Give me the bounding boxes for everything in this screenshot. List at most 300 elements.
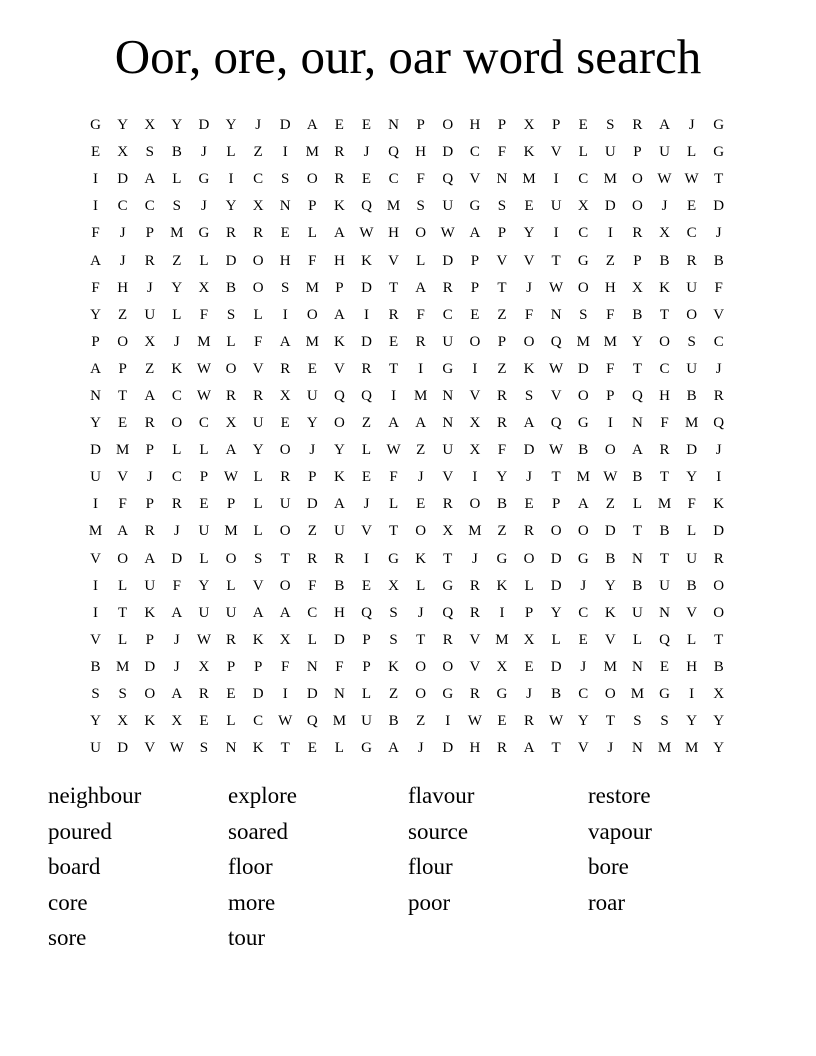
grid-letter: J: [201, 144, 207, 161]
grid-letter: E: [199, 496, 209, 513]
grid-letter: Y: [333, 442, 345, 459]
grid-letter: R: [226, 631, 237, 648]
grid-letter: U: [333, 523, 345, 540]
grid-letter: S: [118, 686, 127, 703]
grid-letter: Y: [225, 117, 237, 134]
grid-letter: T: [551, 740, 561, 757]
grid-letter: A: [388, 415, 399, 432]
grid-letter: R: [442, 631, 453, 648]
grid-letter: O: [577, 387, 589, 404]
grid-letter: S: [172, 198, 181, 215]
grid-letter: A: [144, 387, 156, 404]
grid-letter: G: [388, 550, 399, 567]
grid-letter: W: [196, 631, 211, 648]
grid-letter: Q: [550, 333, 562, 350]
grid-letter: T: [388, 279, 399, 296]
grid-letter: B: [632, 306, 643, 323]
grid-letter: Y: [604, 577, 616, 594]
grid-letter: Q: [361, 604, 372, 621]
grid-letter: I: [363, 306, 369, 323]
grid-letter: D: [604, 523, 616, 540]
grid-letter: J: [173, 658, 180, 675]
grid-letter: E: [388, 333, 399, 350]
grid-letter: U: [90, 469, 101, 486]
grid-letter: M: [684, 740, 699, 757]
grid-letter: U: [686, 550, 698, 567]
grid-letter: R: [307, 550, 318, 567]
grid-letter: V: [442, 469, 454, 486]
grid-letter: H: [469, 740, 481, 757]
grid-letter: G: [442, 686, 454, 703]
grid-letter: M: [305, 333, 319, 350]
grid-letter: A: [415, 279, 427, 296]
grid-letter: M: [224, 523, 238, 540]
grid-letter: V: [577, 740, 589, 757]
grid-letter: R: [226, 387, 237, 404]
grid-letter: A: [171, 604, 183, 621]
grid-letter: A: [306, 117, 318, 134]
grid-letter: G: [361, 740, 372, 757]
grid-letter: Q: [333, 387, 345, 404]
grid-letter: J: [526, 279, 532, 296]
grid-letter: L: [687, 631, 697, 648]
grid-letter: O: [252, 279, 264, 296]
grid-letter: V: [361, 523, 372, 540]
grid-letter: L: [307, 631, 317, 648]
grid-letter: M: [332, 713, 347, 730]
grid-letter: I: [282, 306, 288, 323]
grid-letter: P: [362, 658, 371, 675]
grid-letter: J: [173, 631, 180, 648]
grid-letter: V: [333, 360, 345, 377]
grid-letter: C: [253, 171, 264, 188]
grid-letter: O: [117, 333, 129, 350]
grid-letter: F: [91, 279, 100, 296]
grid-letter: V: [550, 387, 562, 404]
grid-letter: S: [524, 387, 534, 404]
grid-letter: F: [416, 171, 425, 188]
grid-letter: E: [578, 631, 588, 648]
grid-letter: Y: [252, 442, 264, 459]
grid-letter: Z: [388, 686, 399, 703]
grid-letter: N: [279, 198, 291, 215]
grid-letter: U: [198, 523, 210, 540]
grid-letter: Q: [388, 144, 399, 161]
grid-letter: D: [144, 658, 156, 675]
grid-letter: P: [470, 252, 480, 269]
grid-letter: O: [604, 686, 616, 703]
grid-letter: F: [308, 252, 317, 269]
grid-letter: D: [442, 740, 454, 757]
grid-letter: A: [632, 442, 643, 459]
grid-letter: V: [469, 171, 481, 188]
grid-letter: W: [549, 713, 564, 730]
grid-letter: P: [470, 279, 480, 296]
grid-letter: P: [606, 387, 615, 404]
grid-letter: E: [307, 360, 317, 377]
word-list-item: floor: [228, 854, 273, 879]
grid-row: [82, 573, 732, 600]
grid-letter: R: [334, 144, 345, 161]
grid-letter: L: [524, 577, 534, 594]
grid-letter: L: [253, 469, 263, 486]
grid-letter: Z: [253, 144, 263, 161]
grid-letter: Y: [90, 713, 101, 730]
grid-letter: X: [469, 415, 481, 432]
grid-letter: M: [495, 631, 509, 648]
grid-letter: W: [549, 442, 564, 459]
grid-letter: U: [686, 360, 698, 377]
grid-letter: C: [171, 387, 182, 404]
grid-letter: O: [713, 604, 725, 621]
grid-letter: T: [388, 523, 399, 540]
grid-letter: Q: [361, 198, 372, 215]
grid-letter: X: [279, 387, 291, 404]
grid-letter: H: [333, 604, 345, 621]
grid-letter: W: [278, 713, 293, 730]
grid-row: [82, 220, 732, 247]
grid-letter: C: [144, 198, 155, 215]
grid-letter: R: [442, 279, 453, 296]
grid-letter: X: [469, 442, 481, 459]
grid-letter: U: [90, 740, 101, 757]
grid-letter: R: [686, 252, 697, 269]
grid-letter: X: [198, 658, 210, 675]
grid-letter: Z: [118, 306, 128, 323]
grid-letter: Q: [361, 387, 372, 404]
word-list-item: roar: [588, 889, 626, 915]
grid-letter: J: [119, 252, 126, 269]
grid-letter: H: [604, 279, 616, 296]
grid-letter: V: [252, 360, 264, 377]
grid-letter: P: [145, 631, 154, 648]
grid-letter: C: [253, 713, 264, 730]
grid-letter: Q: [306, 713, 318, 730]
grid-letter: R: [280, 360, 291, 377]
grid-letter: F: [714, 279, 723, 296]
grid-row: [82, 627, 732, 654]
grid-letter: I: [93, 198, 99, 215]
grid-letter: I: [553, 171, 559, 188]
grid-letter: G: [659, 686, 670, 703]
grid-letter: T: [388, 360, 399, 377]
grid-letter: J: [715, 442, 722, 459]
grid-letter: B: [90, 658, 101, 675]
grid-letter: W: [386, 442, 401, 459]
grid-letter: Q: [713, 415, 725, 432]
grid-letter: Z: [416, 713, 426, 730]
grid-letter: D: [306, 686, 318, 703]
grid-row: [82, 410, 732, 437]
grid-letter: O: [632, 171, 643, 188]
grid-letter: O: [117, 550, 129, 567]
grid-letter: E: [280, 415, 290, 432]
grid-letter: I: [282, 144, 288, 161]
grid-letter: F: [660, 415, 669, 432]
grid-letter: O: [415, 658, 427, 675]
grid-letter: H: [333, 252, 345, 269]
grid-letter: K: [252, 631, 264, 648]
grid-letter: W: [549, 360, 564, 377]
grid-letter: C: [713, 333, 724, 350]
grid-letter: X: [632, 279, 643, 296]
grid-letter: A: [659, 117, 670, 134]
grid-letter: X: [225, 415, 237, 432]
grid-letter: W: [359, 225, 374, 242]
word-list-item: sore: [48, 925, 87, 950]
grid-letter: J: [526, 686, 532, 703]
grid-letter: X: [144, 117, 156, 134]
grid-letter: D: [252, 686, 264, 703]
grid-letter: R: [496, 415, 507, 432]
grid-letter: T: [118, 604, 128, 621]
grid-letter: J: [146, 279, 153, 296]
grid-letter: Y: [550, 604, 562, 621]
grid-letter: T: [443, 550, 453, 567]
grid-letter: I: [391, 387, 397, 404]
grid-letter: B: [388, 713, 399, 730]
grid-letter: A: [523, 415, 535, 432]
grid-letter: B: [632, 469, 643, 486]
grid-letter: F: [281, 658, 290, 675]
grid-letter: Q: [550, 415, 562, 432]
grid-letter: Z: [307, 523, 317, 540]
grid-letter: D: [171, 550, 183, 567]
grid-row: [82, 491, 732, 518]
grid-letter: O: [279, 523, 291, 540]
grid-letter: Y: [713, 713, 725, 730]
grid-letter: K: [171, 360, 183, 377]
grid-letter: B: [551, 686, 562, 703]
grid-letter: C: [686, 225, 697, 242]
grid-letter: J: [417, 469, 424, 486]
grid-letter: T: [497, 279, 507, 296]
grid-letter: L: [118, 577, 128, 594]
grid-letter: K: [361, 252, 372, 269]
grid-letter: N: [333, 686, 345, 703]
grid-letter: D: [117, 171, 129, 188]
grid-letter: Z: [605, 252, 615, 269]
grid-letter: F: [606, 306, 615, 323]
grid-letter: M: [576, 333, 590, 350]
grid-letter: I: [282, 686, 288, 703]
grid-letter: X: [198, 279, 210, 296]
grid-letter: R: [524, 713, 535, 730]
grid-letter: J: [146, 469, 153, 486]
grid-letter: M: [657, 740, 672, 757]
grid-letter: F: [308, 577, 317, 594]
grid-letter: O: [415, 225, 427, 242]
grid-letter: L: [226, 577, 236, 594]
grid-letter: R: [632, 117, 643, 134]
grid-letter: X: [252, 198, 264, 215]
grid-row: [82, 247, 732, 274]
grid-letter: R: [171, 496, 182, 513]
grid-letter: R: [388, 306, 399, 323]
grid-letter: O: [577, 523, 589, 540]
grid-letter: Y: [577, 713, 589, 730]
grid-letter: E: [524, 658, 534, 675]
grid-letter: K: [144, 713, 156, 730]
grid-letter: F: [416, 306, 425, 323]
grid-letter: V: [713, 306, 725, 323]
grid-letter: O: [279, 577, 291, 594]
word-list-item: bore: [588, 854, 629, 879]
grid-letter: F: [524, 306, 534, 323]
grid-letter: M: [657, 496, 672, 513]
grid-letter: O: [442, 658, 454, 675]
grid-row: [82, 464, 732, 491]
grid-letter: B: [713, 658, 724, 675]
grid-row: [82, 302, 732, 329]
grid-letter: Z: [497, 360, 507, 377]
grid-letter: R: [361, 360, 372, 377]
grid-letter: P: [335, 279, 344, 296]
grid-letter: L: [632, 631, 642, 648]
grid-letter: K: [523, 144, 535, 161]
grid-letter: L: [226, 144, 236, 161]
grid-row: [82, 546, 732, 573]
grid-letter: A: [333, 225, 345, 242]
grid-letter: X: [388, 577, 399, 594]
grid-letter: T: [632, 523, 642, 540]
grid-letter: N: [550, 306, 562, 323]
grid-letter: I: [499, 604, 505, 621]
grid-letter: O: [279, 442, 291, 459]
grid-letter: G: [442, 360, 454, 377]
grid-letter: R: [144, 252, 155, 269]
grid-letter: E: [90, 144, 101, 161]
grid-letter: M: [88, 523, 103, 540]
grid-letter: J: [471, 550, 478, 567]
grid-letter: W: [657, 171, 672, 188]
grid-letter: O: [659, 333, 670, 350]
grid-letter: S: [226, 306, 236, 323]
grid-letter: S: [145, 144, 154, 161]
grid-letter: M: [386, 198, 401, 215]
grid-letter: H: [279, 252, 291, 269]
grid-letter: G: [496, 686, 508, 703]
grid-letter: S: [497, 198, 507, 215]
grid-letter: S: [416, 198, 425, 215]
grid-letter: K: [333, 469, 345, 486]
grid-letter: I: [228, 171, 234, 188]
grid-letter: E: [361, 469, 372, 486]
grid-letter: U: [144, 577, 156, 594]
grid-letter: X: [577, 198, 589, 215]
grid-letter: P: [199, 469, 209, 486]
grid-letter: L: [199, 252, 209, 269]
grid-letter: K: [523, 360, 535, 377]
grid-letter: M: [305, 144, 319, 161]
grid-letter: U: [686, 279, 698, 296]
grid-letter: L: [172, 442, 182, 459]
grid-letter: U: [252, 415, 264, 432]
grid-letter: E: [578, 117, 588, 134]
grid-letter: E: [118, 415, 128, 432]
grid-letter: I: [472, 360, 478, 377]
word-list-item: poured: [48, 818, 112, 844]
grid-letter: T: [632, 360, 642, 377]
grid-letter: L: [172, 171, 182, 188]
grid-letter: S: [281, 279, 290, 296]
grid-letter: Y: [686, 469, 698, 486]
word-list-item: neighbour: [48, 783, 142, 808]
grid-letter: P: [91, 333, 100, 350]
grid-letter: F: [172, 577, 181, 594]
grid-letter: V: [686, 604, 698, 621]
grid-letter: R: [442, 496, 453, 513]
grid-letter: B: [659, 252, 670, 269]
grid-row: [82, 437, 732, 464]
grid-letter: J: [715, 360, 722, 377]
grid-letter: L: [632, 496, 642, 513]
grid-letter: P: [497, 333, 507, 350]
grid-letter: J: [607, 740, 614, 757]
grid-letter: N: [632, 658, 643, 675]
grid-letter: D: [117, 740, 129, 757]
grid-letter: V: [550, 144, 562, 161]
grid-letter: T: [551, 252, 561, 269]
grid-row: [82, 708, 732, 735]
grid-letter: C: [198, 415, 209, 432]
grid-letter: E: [416, 496, 426, 513]
grid-letter: D: [442, 144, 454, 161]
grid-letter: M: [603, 171, 617, 188]
grid-letter: K: [252, 740, 264, 757]
grid-letter: O: [632, 198, 643, 215]
grid-letter: F: [389, 469, 398, 486]
grid-letter: V: [90, 631, 101, 648]
word-list-item: vapour: [588, 818, 652, 844]
grid-letter: R: [253, 387, 264, 404]
grid-letter: Y: [632, 333, 643, 350]
grid-letter: R: [253, 225, 264, 242]
grid-letter: F: [253, 333, 263, 350]
grid-letter: G: [577, 415, 589, 432]
grid-letter: O: [306, 171, 318, 188]
grid-letter: K: [415, 550, 427, 567]
grid-letter: A: [90, 252, 101, 269]
grid-letter: D: [550, 577, 562, 594]
grid-letter: K: [388, 658, 399, 675]
grid-letter: Z: [497, 306, 507, 323]
word-list-item: poor: [408, 889, 451, 915]
grid-letter: E: [687, 198, 697, 215]
grid-letter: Y: [171, 117, 183, 134]
grid-letter: I: [363, 550, 369, 567]
grid-letter: S: [579, 306, 588, 323]
grid-letter: L: [334, 740, 344, 757]
grid-letter: L: [253, 496, 263, 513]
grid-letter: V: [469, 631, 481, 648]
grid-letter: J: [526, 469, 532, 486]
grid-letter: V: [523, 252, 535, 269]
grid-letter: U: [306, 387, 318, 404]
grid-row: [82, 166, 732, 193]
grid-letter: J: [715, 225, 722, 242]
grid-letter: P: [253, 658, 263, 675]
grid-letter: B: [632, 577, 643, 594]
grid-letter: D: [225, 252, 237, 269]
grid-letter: R: [280, 469, 291, 486]
grid-letter: B: [496, 496, 507, 513]
grid-letter: R: [524, 523, 535, 540]
grid-letter: A: [469, 225, 481, 242]
grid-letter: F: [687, 496, 696, 513]
grid-row: [82, 139, 732, 166]
grid-letter: L: [199, 442, 209, 459]
